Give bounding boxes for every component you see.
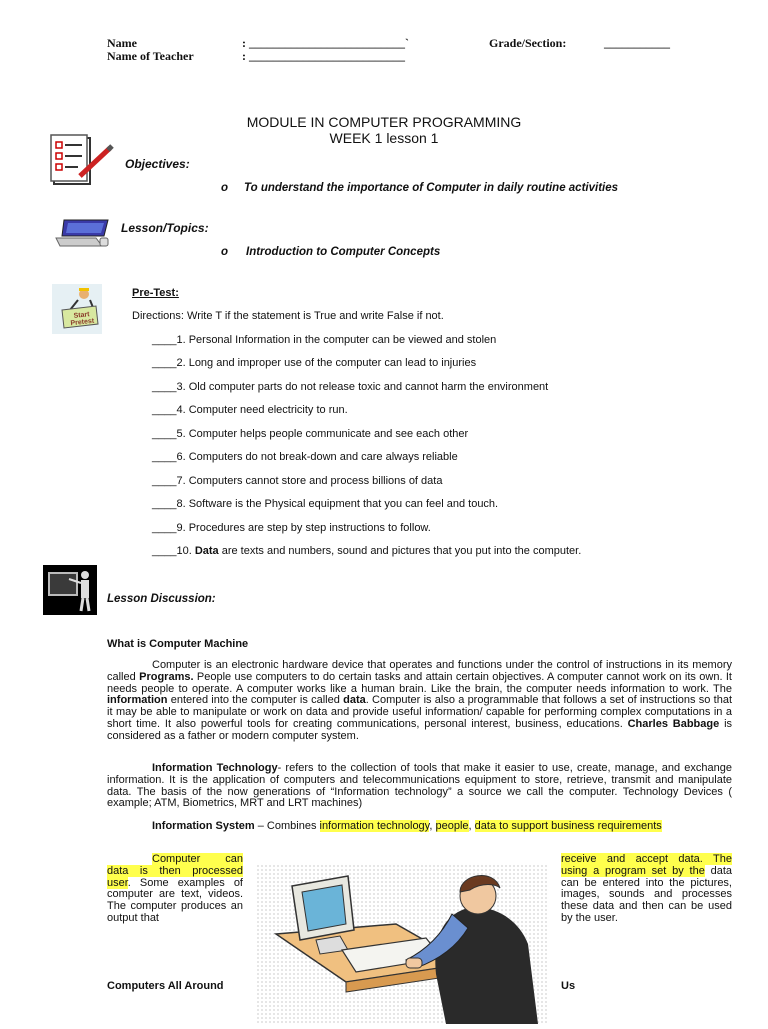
p2-it-term: Information Technology: [152, 762, 278, 774]
left-rest: . Some examples of computer are text, videos. The computer produces an output that: [107, 876, 243, 924]
topic-bullet: o: [221, 246, 229, 258]
p1-babbage: Charles Babbage: [627, 717, 720, 730]
p3-highlight-people: people: [435, 820, 469, 832]
pretest-item-1: ____1. Personal Information in the computer can be viewed and stolen: [152, 334, 497, 346]
p3-comma-2: ,: [468, 820, 475, 832]
paragraph-it: [107, 763, 732, 810]
week-title: WEEK 1 lesson 1: [329, 130, 439, 146]
objective-item: To understand the importance of Computer in daily routine activities: [244, 182, 619, 194]
right-highlight: receive and accept data. The using a program set by the: [561, 853, 732, 877]
p1-text-c: People use computers to do certain tasks and attain certain objectives. A computer cannot work on its own. It needs people to operate. A computer works like a human brain. Like the brain, the computer needs information to work. The: [107, 670, 732, 695]
p1-information: information: [107, 694, 168, 707]
left-highlight: Computer can data is then processed user: [107, 853, 243, 889]
p1-text-i: is considered as a father or modern computer system.: [107, 717, 733, 742]
pretest-item-5: ____5. Computer helps people communicate and see each other: [152, 428, 469, 440]
p3-comma-1: ,: [429, 820, 436, 832]
right-rest: data can be entered into the pictures, images, sounds and processes these data and then can be used by the user.: [561, 864, 732, 924]
item10-prefix: ____10.: [152, 545, 195, 557]
module-title: MODULE IN COMPUTER PROGRAMMING: [246, 114, 522, 130]
pretest-item-7: ____7. Computers cannot store and process billions of data: [152, 475, 443, 487]
discussion-label: Lesson Discussion:: [107, 593, 216, 605]
item10-bold: Data: [194, 545, 219, 557]
name-label: Name: [107, 36, 137, 50]
pretest-item-2: ____2. Long and improper use of the computer can lead to injuries: [152, 357, 477, 369]
name-blank: : __________________________`: [242, 36, 409, 50]
computer-icon: [54, 218, 112, 248]
topic-item: Introduction to Computer Concepts: [246, 246, 441, 258]
p1-text-g: . Computer is also a programmable that follows a set of instructions so that it may be able to manipulate or work on data and provide useful information/ capable for performing complex computations in a short time. It also powerful tools for creating communications, personal interest, business, educations.: [107, 694, 733, 730]
paragraph-is: [107, 821, 732, 833]
pretest-directions: Directions: Write T if the statement is True and write False if not.: [132, 310, 444, 322]
teacher-board-icon: [43, 565, 97, 615]
pretest-item-6: ____6. Computers do not break-down and care always reliable: [152, 451, 458, 463]
pretest-item-9: ____9. Procedures are step by step instructions to follow.: [152, 522, 431, 534]
objective-bullet: o: [221, 182, 229, 194]
p3-text-b: – Combines: [254, 820, 320, 832]
pretest-item-3: ____3. Old computer parts do not release toxic and cannot harm the environment: [152, 381, 549, 393]
teacher-blank: : __________________________: [242, 49, 405, 63]
p3-is-term: Information System: [152, 820, 255, 832]
pretest-item-4: ____4. Computer need electricity to run.: [152, 404, 348, 416]
computers-around-heading: Computers All Around: [107, 980, 224, 992]
p1-text-e: entered into the computer is called: [167, 694, 344, 707]
discussion-heading: What is Computer Machine: [107, 638, 249, 650]
p1-text-a: Computer is an electronic hardware device that operates and functions under the control of instructions in its memory called: [107, 659, 732, 683]
p1-programs: Programs.: [139, 670, 194, 683]
grade-section-blank: ___________: [604, 36, 670, 50]
pretest-sign-text: Start Pretest: [70, 311, 95, 328]
computers-around-us: Us: [561, 980, 576, 992]
pretest-icon: [52, 284, 102, 334]
pretest-label: Pre-Test:: [132, 287, 179, 299]
teacher-label: Name of Teacher: [107, 49, 194, 63]
computer-user-illustration: [256, 864, 548, 1024]
p2-text: - refers to the collection of tools that make it easier to use, create, manage, and exchange information. It is the application of computers and telecommunications equipment to store, retrieve, transmit and manipulate data. The basis of the now generations of “Information technology” a source we call the computer. Technology Devices ( example; ATM, Biometrics, MRT and LRT machines): [107, 762, 732, 810]
pretest-item-10: [152, 545, 581, 557]
checklist-icon: [50, 134, 116, 188]
left-column-text: [107, 854, 243, 925]
topics-label: Lesson/Topics:: [121, 221, 209, 235]
pretest-item-8: ____8. Software is the Physical equipment that you can feel and touch.: [152, 498, 499, 510]
p3-highlight-data: data to support business requirements: [474, 820, 662, 832]
item10-rest: are texts and numbers, sound and pictures that you put into the computer.: [218, 545, 582, 557]
p3-highlight-it: information technology: [319, 820, 430, 832]
right-column-text: [561, 854, 732, 925]
objectives-label: Objectives:: [125, 157, 190, 171]
p1-data: data: [343, 694, 366, 707]
paragraph-computer: [107, 660, 732, 743]
grade-section-label: Grade/Section:: [489, 36, 567, 50]
